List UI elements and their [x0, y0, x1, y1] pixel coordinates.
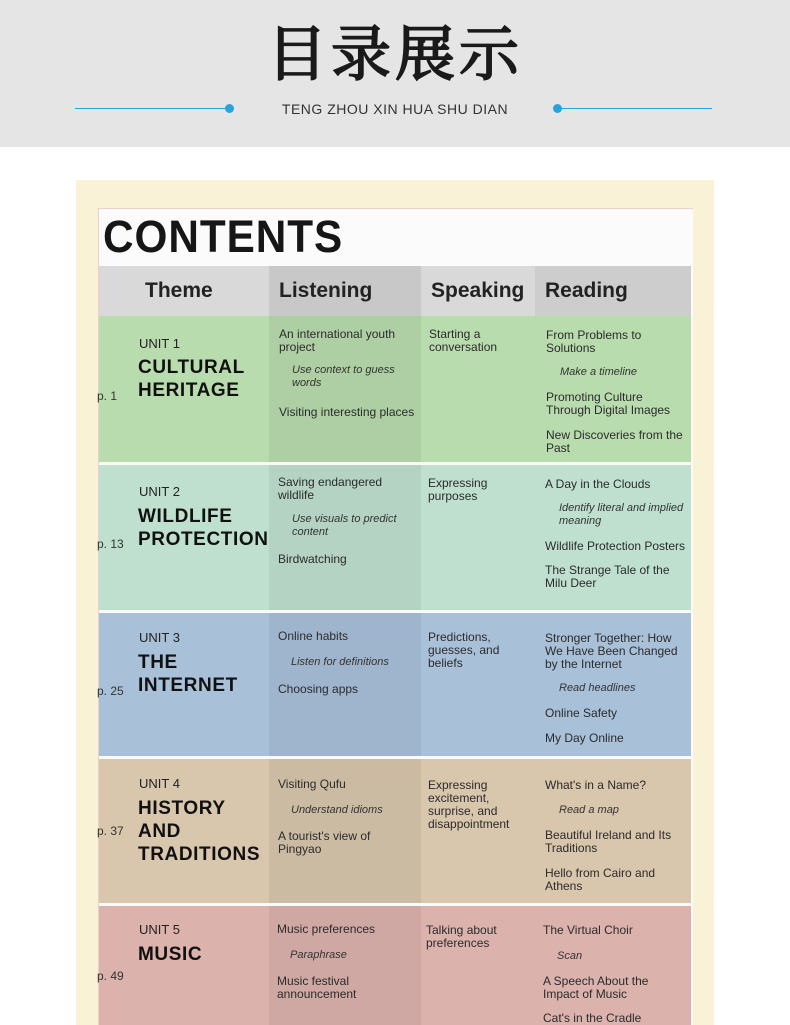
speaking-item: Expressing excitement, surprise, and disappointment: [428, 778, 510, 831]
unit-number: UNIT 5: [139, 922, 180, 937]
header-listening: [269, 266, 421, 316]
listening-skill: Listen for definitions: [291, 656, 389, 668]
reading-item: What's in a Name?: [545, 778, 646, 792]
header-listening-label: Listening: [279, 279, 373, 302]
listening-item: Online habits: [278, 629, 349, 643]
reading-item: Beautiful Ireland and Its Traditions: [545, 828, 672, 855]
unit-number: UNIT 2: [139, 484, 180, 499]
header-speaking-label: Speaking: [431, 279, 525, 302]
reading-skill: Identify literal and implied meaning: [559, 502, 684, 527]
header-speaking: [421, 266, 535, 316]
page-ref: p. 49: [97, 969, 124, 983]
listening-item: Birdwatching: [278, 552, 347, 566]
unit-number: UNIT 4: [139, 776, 180, 791]
listening-item: An international youth project: [279, 327, 396, 354]
unit-name: THE INTERNET: [138, 652, 238, 696]
reading-skill: Scan: [557, 950, 583, 962]
unit-row: [99, 906, 691, 1025]
header-reading-label: Reading: [545, 279, 628, 302]
unit-name: CULTURAL HERITAGE: [138, 357, 245, 401]
listening-item: Saving endangered wildlife: [278, 475, 383, 502]
listening-skill: Understand idioms: [291, 804, 383, 816]
listening-item: Music preferences: [277, 922, 376, 936]
unit-number: UNIT 3: [139, 630, 180, 645]
reading-item: Cat's in the Cradle: [543, 1011, 642, 1025]
reading-item: A Speech About the Impact of Music: [543, 974, 649, 1001]
unit-row: [99, 316, 691, 462]
reading-item: The Virtual Choir: [543, 923, 633, 937]
listening-skill: Use visuals to predict content: [292, 513, 397, 538]
reading-item: Stronger Together: How We Have Been Changed by the Internet: [545, 631, 678, 671]
page-ref: p. 25: [97, 684, 124, 698]
reading-item: Hello from Cairo and Athens: [545, 866, 656, 893]
unit-row: [99, 465, 691, 610]
reading-item: New Discoveries from the Past: [546, 428, 683, 455]
reading-item: The Strange Tale of the Milu Deer: [545, 563, 670, 590]
page-ref: p. 37: [97, 824, 124, 838]
speaking-item: Predictions, guesses, and beliefs: [428, 630, 500, 670]
unit-number: UNIT 1: [139, 336, 180, 351]
banner-title: 目录展示: [267, 20, 523, 90]
page-ref: p. 13: [97, 537, 124, 551]
banner-subtitle: TENG ZHOU XIN HUA SHU DIAN: [281, 101, 509, 117]
speaking-item: Expressing purposes: [428, 476, 488, 503]
listening-item: Music festival announcement: [277, 974, 357, 1001]
listening-skill: Paraphrase: [290, 949, 347, 961]
reading-item: A Day in the Clouds: [545, 477, 651, 491]
reading-item: From Problems to Solutions: [546, 328, 642, 355]
reading-skill: Make a timeline: [560, 366, 638, 378]
unit-row: [99, 759, 691, 903]
reading-skill: Read a map: [559, 804, 619, 816]
unit-name: MUSIC: [138, 944, 203, 965]
unit-name: WILDLIFE PROTECTION: [138, 506, 269, 550]
header-theme-label: Theme: [145, 279, 213, 302]
speaking-item: Talking about preferences: [426, 923, 497, 950]
book-page-photo: [76, 180, 714, 1025]
unit-name: HISTORY AND TRADITIONS: [138, 798, 261, 865]
listening-item: Visiting Qufu: [278, 777, 346, 791]
header-theme: [99, 266, 269, 316]
contents-title: CONTENTS: [103, 211, 344, 262]
reading-item: My Day Online: [545, 731, 624, 745]
reading-item: Wildlife Protection Posters: [545, 539, 686, 553]
listening-item: A tourist's view of Pingyao: [278, 829, 371, 856]
reading-skill: Read headlines: [559, 682, 636, 694]
banner: [0, 0, 790, 147]
header-reading: [535, 266, 691, 316]
right-divider-line: [558, 108, 712, 109]
unit-row: [99, 613, 691, 756]
page-ref: p. 1: [97, 389, 118, 403]
listening-item: Choosing apps: [278, 682, 359, 696]
reading-item: Online Safety: [545, 706, 618, 720]
listening-skill: Use context to guess words: [292, 364, 395, 389]
reading-item: Promoting Culture Through Digital Images: [546, 390, 671, 417]
contents-sheet: [98, 208, 693, 1025]
speaking-item: Starting a conversation: [429, 327, 498, 354]
listening-item: Visiting interesting places: [279, 405, 415, 419]
